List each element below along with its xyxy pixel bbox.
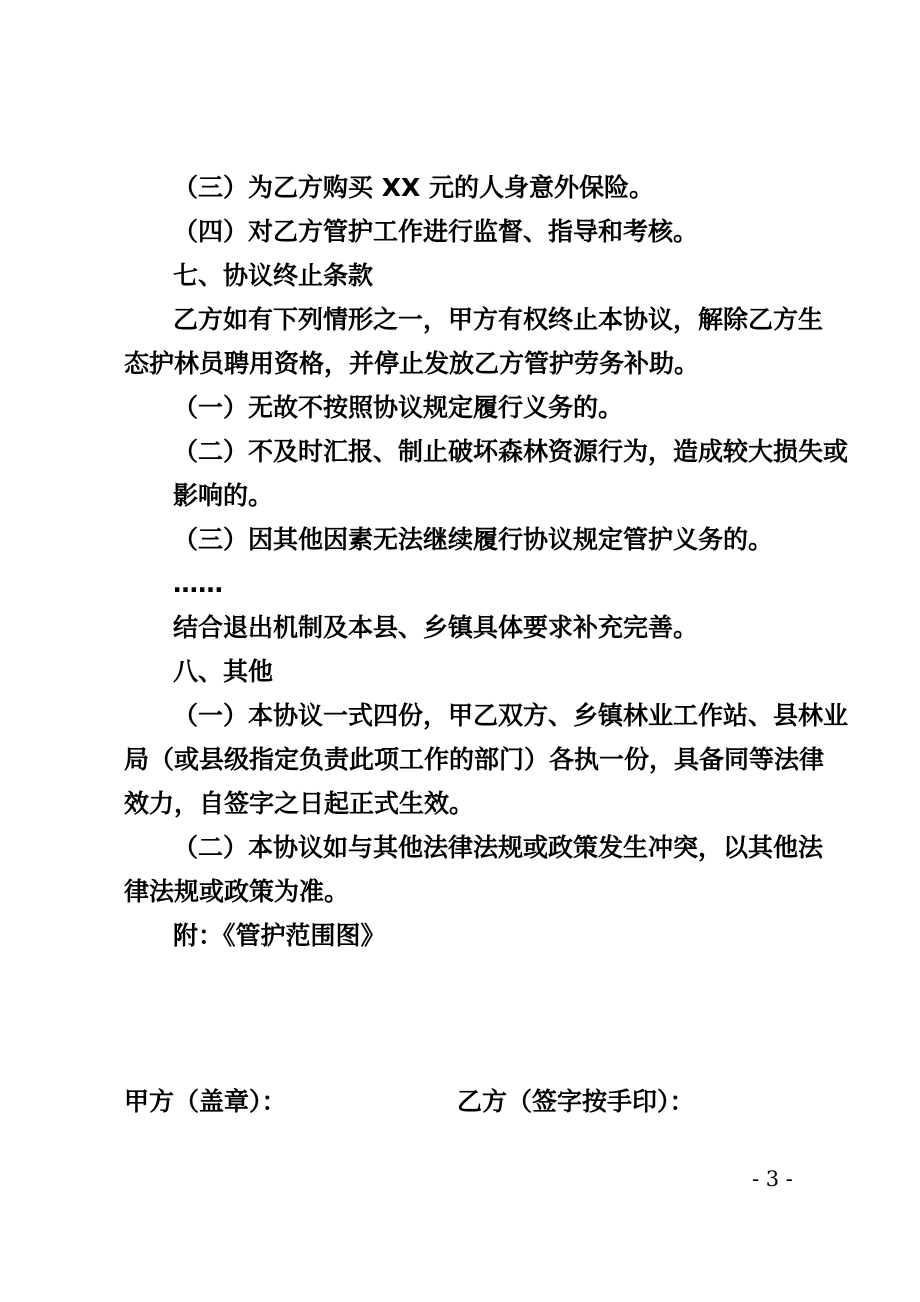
clause-line: 效力，自签字之日起正式生效。 — [124, 789, 475, 818]
clause-line: （一）无故不按照协议规定履行义务的。 — [173, 393, 624, 422]
clause-line: （二）本协议如与其他法律法规或政策发生冲突，以其他法 — [173, 833, 824, 862]
clause-line: （四）对乙方管护工作进行监督、指导和考核。 — [173, 217, 699, 246]
page-number: - 3 - — [752, 1167, 793, 1191]
attachment-line: 附：《管护范围图》 — [173, 921, 386, 950]
clause-line: 局（或县级指定负责此项工作的部门）各执一份，具备同等法律 — [124, 745, 825, 774]
party-b-signature-label: 乙方（签字按手印）： — [457, 1087, 695, 1116]
section-heading: 七、协议终止条款 — [173, 261, 374, 290]
paragraph-line: 态护林员聘用资格，并停止发放乙方管护劳务补助。 — [124, 349, 700, 378]
clause-line: 律法规或政策为准。 — [124, 877, 350, 906]
clause-line: （一）本协议一式四份，甲乙双方、乡镇林业工作站、县林业 — [173, 701, 849, 730]
clause-line: （二）不及时汇报、制止破坏森林资源行为，造成较大损失或 — [173, 437, 849, 466]
clause-line: 影响的。 — [173, 481, 274, 510]
paragraph-line: 结合退出机制及本县、乡镇具体要求补充完善。 — [173, 613, 699, 642]
clause-line: （三）因其他因素无法继续履行协议规定管护义务的。 — [173, 525, 774, 554]
section-heading: 八、其他 — [173, 657, 274, 686]
clause-line: （三）为乙方购买 XX 元的人身意外保险。 — [173, 173, 654, 202]
ellipsis-line: …… — [173, 569, 223, 598]
paragraph-line: 乙方如有下列情形之一，甲方有权终止本协议，解除乙方生 — [173, 305, 824, 334]
party-a-signature-label: 甲方（盖章）： — [124, 1087, 287, 1116]
